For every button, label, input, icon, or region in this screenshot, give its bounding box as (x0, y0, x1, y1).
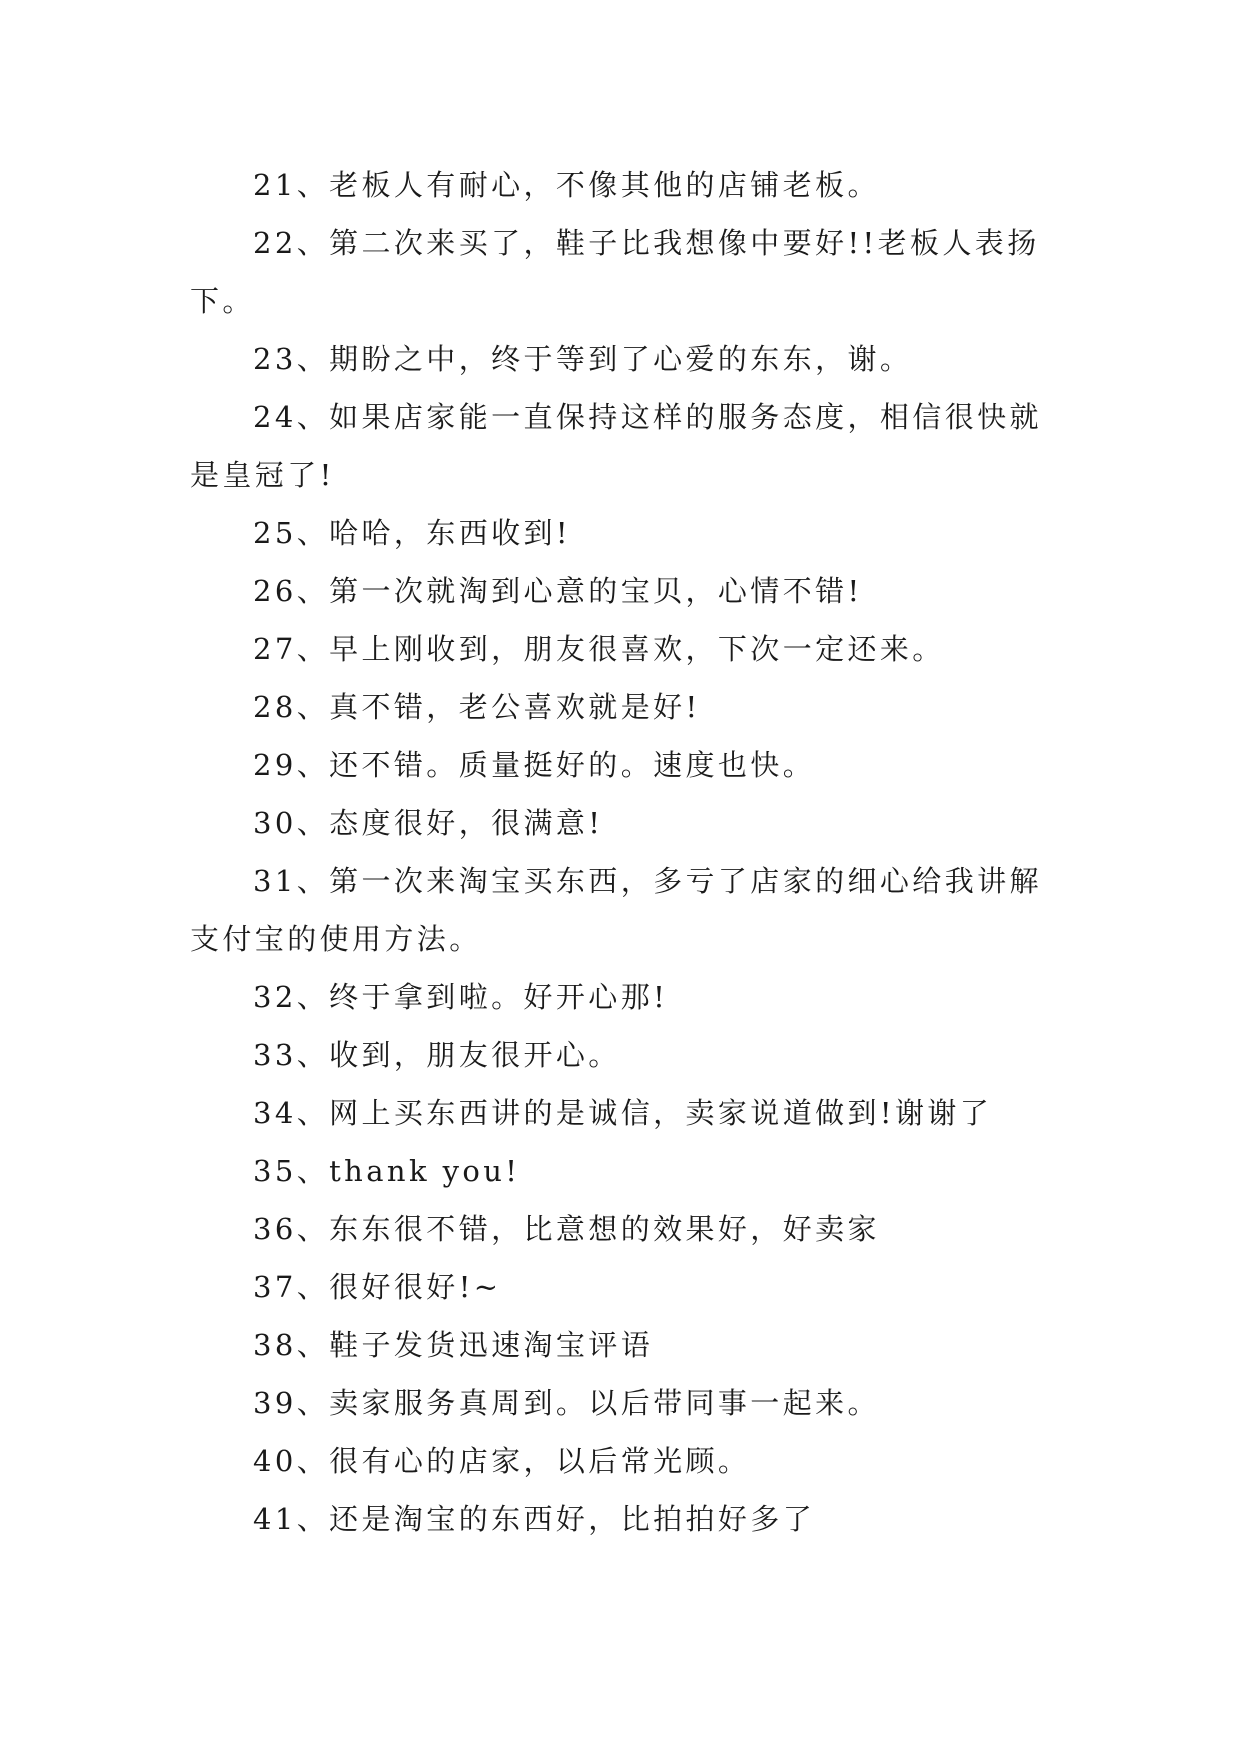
list-item: 34、网上买东西讲的是诚信，卖家说道做到!谢谢了 (253, 1096, 993, 1130)
list-item: 41、还是淘宝的东西好，比拍拍好多了 (253, 1502, 816, 1536)
list-item: 26、第一次就淘到心意的宝贝，心情不错! (253, 574, 863, 608)
list-item: 40、很有心的店家，以后常光顾。 (253, 1444, 751, 1478)
list-item: 35、thank you! (253, 1154, 521, 1188)
list-item: 33、收到，朋友很开心。 (253, 1038, 621, 1072)
list-item: 22、第二次来买了，鞋子比我想像中要好!!老板人表扬下。 (190, 226, 1040, 318)
list-item: 21、老板人有耐心，不像其他的店铺老板。 (253, 168, 880, 202)
list-item: 39、卖家服务真周到。以后带同事一起来。 (253, 1386, 880, 1420)
list-item: 37、很好很好!~ (253, 1270, 502, 1304)
list-item: 31、第一次来淘宝买东西，多亏了店家的细心给我讲解支付宝的使用方法。 (190, 864, 1042, 956)
list-item: 32、终于拿到啦。好开心那! (253, 980, 669, 1014)
list-item: 29、还不错。质量挺好的。速度也快。 (253, 748, 816, 782)
list-item: 36、东东很不错，比意想的效果好，好卖家 (253, 1212, 880, 1246)
list-item: 38、鞋子发货迅速淘宝评语 (253, 1328, 654, 1362)
document-page (190, 156, 1062, 1548)
list-item: 24、如果店家能一直保持这样的服务态度，相信很快就是皇冠了! (190, 400, 1042, 492)
list-item: 25、哈哈，东西收到! (253, 516, 571, 550)
list-item: 28、真不错，老公喜欢就是好! (253, 690, 701, 724)
list-item: 27、早上刚收到，朋友很喜欢，下次一定还来。 (253, 632, 945, 666)
list-item: 23、期盼之中，终于等到了心爱的东东，谢。 (253, 342, 913, 376)
list-item: 30、态度很好，很满意! (253, 806, 604, 840)
